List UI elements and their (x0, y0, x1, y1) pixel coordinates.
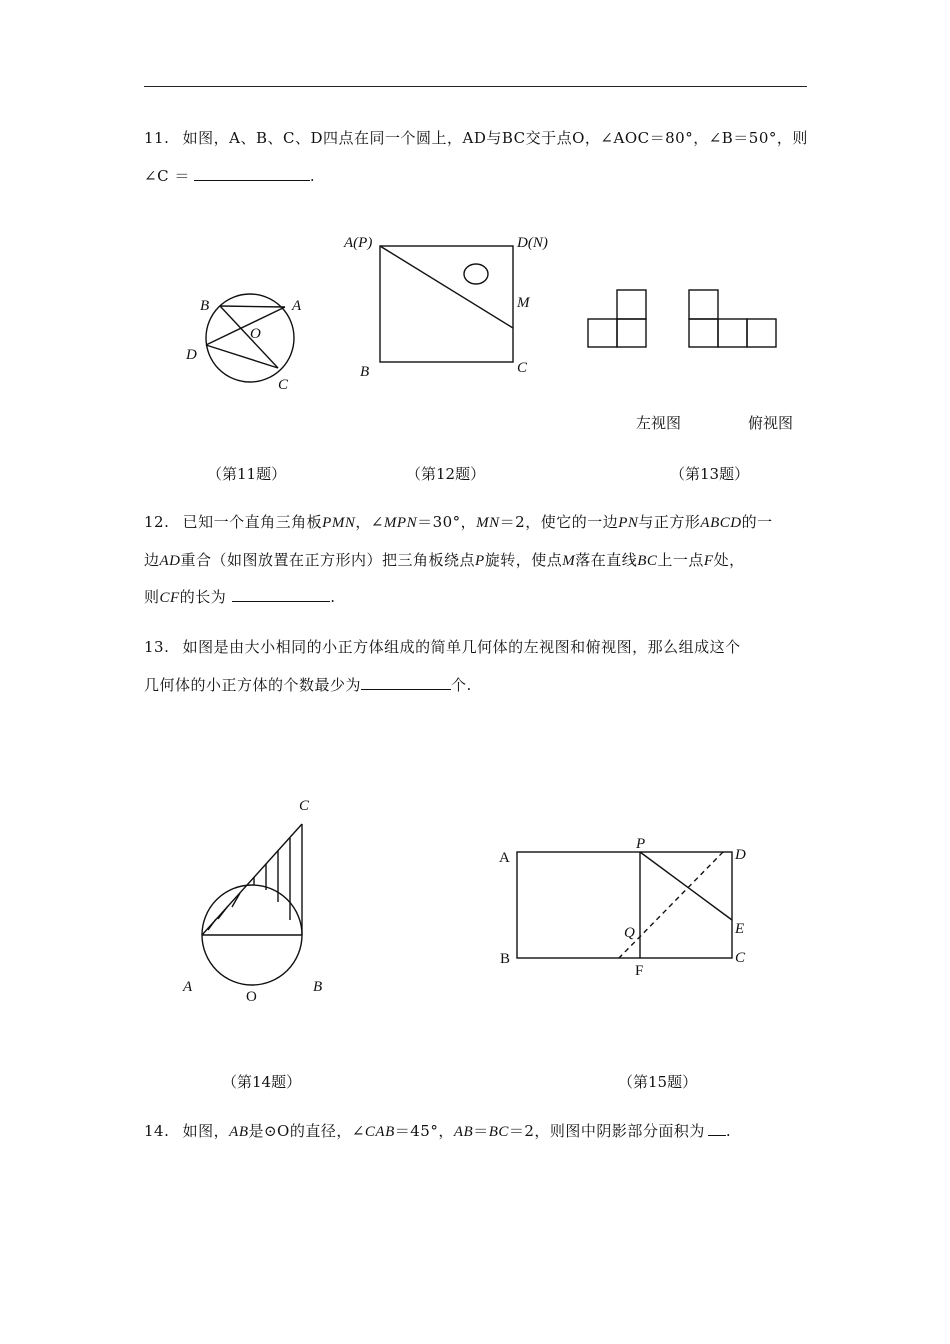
point-p-label: P (636, 836, 646, 852)
point-a-label: A (183, 979, 193, 995)
text: ＝2，则图中阴影部分面积为 (508, 1122, 705, 1140)
math: AD (159, 553, 181, 569)
question-11-angle-c: ∠C ＝ (144, 167, 190, 185)
text: ＝2，使它的一边 (499, 513, 619, 531)
math: MPN (383, 515, 418, 531)
point-o-label: O (246, 989, 257, 1005)
point-c-label: C (299, 798, 310, 814)
point-b-label: B (200, 298, 210, 314)
point-b-label: B (500, 951, 511, 967)
point-a-p-label: A(P) (344, 235, 373, 251)
point-d-n-label: D(N) (517, 235, 548, 251)
question-12-number: 12. (144, 513, 170, 531)
math: ABCD (700, 515, 742, 531)
text: 处， (713, 551, 745, 569)
answer-blank-12 (232, 586, 330, 602)
point-a-label: A (499, 850, 510, 866)
question-13-line-2 (144, 674, 472, 695)
text: 边 (144, 551, 160, 569)
header-rule (144, 86, 807, 87)
point-b-label: B (313, 979, 323, 995)
period: . (330, 588, 336, 606)
caption-figure-14: （第14题） (222, 1073, 302, 1091)
text: 落在直线 (575, 551, 638, 569)
text: 的一 (741, 513, 773, 531)
question-11-line-1 (144, 127, 808, 148)
math: BC (637, 553, 658, 569)
question-13-line-1 (144, 636, 741, 657)
point-o-label: O (250, 326, 261, 342)
figure-15-rectangle (490, 830, 760, 980)
question-12-line-3 (144, 586, 335, 607)
period: . (309, 167, 316, 185)
top-view-label: 俯视图 (748, 414, 794, 432)
point-a-label: A (292, 298, 302, 314)
math: PMN (322, 515, 356, 531)
text: 重合（如图放置在正方形内）把三角板绕点 (180, 551, 476, 569)
math: M (562, 553, 576, 569)
text: 旋转，使点 (484, 551, 563, 569)
period: . (725, 1122, 732, 1140)
text: 几何体的小正方体的个数最少为 (144, 676, 362, 694)
text: 已知一个直角三角板 (182, 513, 323, 531)
answer-blank-11 (194, 165, 310, 181)
question-14-number: 14. (144, 1122, 170, 1140)
math: BC (488, 1124, 509, 1140)
text: ＝45°， (394, 1122, 454, 1140)
point-m-label: M (517, 295, 530, 311)
text: 上一点 (657, 551, 704, 569)
point-d-label: D (735, 847, 746, 863)
caption-figure-13: （第13题） (670, 465, 750, 483)
point-b-label: B (360, 364, 370, 380)
text: 个. (451, 676, 472, 694)
point-d-label: D (186, 347, 197, 363)
point-q-label: Q (624, 925, 635, 941)
question-14-line (144, 1120, 731, 1141)
math: AB (453, 1124, 474, 1140)
question-12-line-2 (144, 549, 745, 570)
point-e-label: E (735, 921, 745, 937)
math: F (703, 553, 714, 569)
text: 如图， (182, 1122, 230, 1140)
text: 则 (144, 588, 160, 606)
text: 是⊙O的直径，∠ (248, 1122, 365, 1140)
point-f-label: F (635, 963, 644, 979)
text: 的长为 (179, 588, 227, 606)
answer-blank-13 (361, 674, 451, 690)
math: PN (618, 515, 639, 531)
math: CAB (364, 1124, 395, 1140)
left-view-label: 左视图 (636, 414, 682, 432)
text: ＝30°， (417, 513, 477, 531)
question-11-line-2 (144, 165, 315, 186)
caption-figure-12: （第12题） (406, 465, 486, 483)
figure-11-circle (170, 285, 320, 395)
caption-figure-11: （第11题） (207, 465, 287, 483)
math: AB (229, 1124, 249, 1140)
math: P (475, 553, 485, 569)
text: 与正方形 (638, 513, 701, 531)
point-c-label: C (278, 377, 289, 393)
figure-12-square (340, 230, 565, 385)
figure-14-circle-triangle (170, 790, 340, 1010)
figure-13-views (585, 285, 785, 355)
math: MN (476, 515, 500, 531)
text: ＝ (473, 1122, 489, 1140)
question-13-number: 13. (144, 638, 170, 656)
math: CF (159, 590, 180, 606)
text: ，∠ (355, 513, 384, 531)
question-12-line-1 (144, 511, 773, 532)
point-c-label: C (735, 950, 746, 966)
caption-figure-15: （第15题） (618, 1073, 698, 1091)
point-c-label: C (517, 360, 528, 376)
question-11-number: 11. (144, 129, 170, 147)
question-11-text: 如图，A、B、C、D四点在同一个圆上，AD与BC交于点O，∠AOC＝80°，∠B＝50°，则 (182, 129, 808, 147)
question-13-text: 如图是由大小相同的小正方体组成的简单几何体的左视图和俯视图，那么组成这个 (182, 638, 741, 656)
answer-blank-14 (708, 1120, 726, 1136)
